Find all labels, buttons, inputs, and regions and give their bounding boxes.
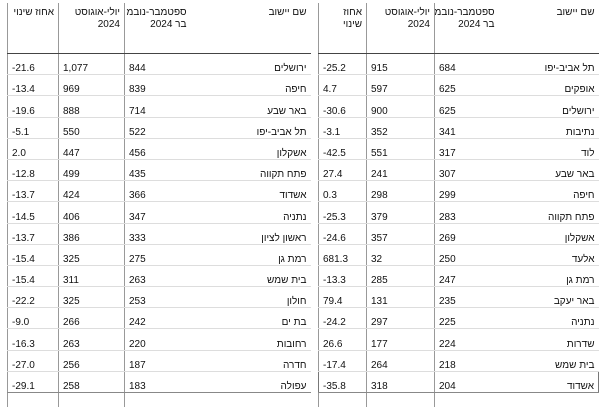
empty-cell xyxy=(499,393,599,407)
cell-jul-aug: 888 xyxy=(59,96,125,117)
cell-jul-aug: 318 xyxy=(367,371,435,392)
cell-sep-nov: 341 xyxy=(435,117,499,138)
cell-name: אשדוד xyxy=(499,371,599,392)
left-table-header-row xyxy=(8,3,311,54)
cell-name: ראשון לציון xyxy=(191,223,311,244)
cell-pct-change: -3.1 xyxy=(319,117,367,138)
cell-name: ירושלים xyxy=(191,54,311,75)
cell-jul-aug: 499 xyxy=(59,159,125,180)
table-row xyxy=(8,244,311,265)
cell-name: תל אביב-יפו xyxy=(191,117,311,138)
cell-pct-change: 79.4 xyxy=(319,287,367,308)
table-row xyxy=(8,350,311,371)
cell-name: חיפה xyxy=(191,75,311,96)
cell-jul-aug: 258 xyxy=(59,371,125,392)
cell-name: נתניה xyxy=(499,308,599,329)
cell-sep-nov: 250 xyxy=(435,244,499,265)
cell-sep-nov: 275 xyxy=(125,244,191,265)
table-row xyxy=(8,138,311,159)
cell-name: אופקים xyxy=(499,75,599,96)
table-row xyxy=(319,181,599,202)
table-row xyxy=(319,287,599,308)
cell-jul-aug: 597 xyxy=(367,75,435,96)
table-row xyxy=(319,138,599,159)
table-row xyxy=(8,75,311,96)
cell-name: באר שבע xyxy=(191,96,311,117)
cell-sep-nov: 247 xyxy=(435,265,499,286)
cell-pct-change: 27.4 xyxy=(319,159,367,180)
cell-pct-change: -13.7 xyxy=(8,181,59,202)
table-row xyxy=(8,371,311,392)
cell-sep-nov: 307 xyxy=(435,159,499,180)
cell-name: בית שמש xyxy=(499,350,599,371)
table-row xyxy=(319,96,599,117)
cell-sep-nov: 242 xyxy=(125,308,191,329)
cell-sep-nov: 347 xyxy=(125,202,191,223)
right-table-body xyxy=(319,54,599,407)
cell-pct-change: 26.6 xyxy=(319,329,367,350)
table-row xyxy=(8,265,311,286)
cell-sep-nov: 220 xyxy=(125,329,191,350)
cell-sep-nov: 187 xyxy=(125,350,191,371)
cell-jul-aug: 285 xyxy=(367,265,435,286)
cell-sep-nov: 299 xyxy=(435,181,499,202)
cell-jul-aug: 969 xyxy=(59,75,125,96)
cell-pct-change: -15.4 xyxy=(8,265,59,286)
cell-name: חדרה xyxy=(191,350,311,371)
cell-name: אשקלון xyxy=(191,138,311,159)
cell-name: פתח תקווה xyxy=(191,159,311,180)
cell-jul-aug: 297 xyxy=(367,308,435,329)
table-row xyxy=(8,54,311,75)
cell-name: נתיבות xyxy=(499,117,599,138)
cell-sep-nov: 183 xyxy=(125,371,191,392)
cell-sep-nov: 225 xyxy=(435,308,499,329)
empty-cell xyxy=(59,393,125,407)
cell-jul-aug: 131 xyxy=(367,287,435,308)
cell-sep-nov: 235 xyxy=(435,287,499,308)
cell-name: ירושלים xyxy=(499,96,599,117)
cell-sep-nov: 224 xyxy=(435,329,499,350)
cell-name: באר שבע xyxy=(499,159,599,180)
cell-pct-change: -22.2 xyxy=(8,287,59,308)
cell-pct-change: -25.3 xyxy=(319,202,367,223)
table-row xyxy=(319,75,599,96)
cell-pct-change: -24.2 xyxy=(319,308,367,329)
cell-jul-aug: 241 xyxy=(367,159,435,180)
cell-sep-nov: 625 xyxy=(435,75,499,96)
cell-pct-change: -27.0 xyxy=(8,350,59,371)
cell-pct-change: -9.0 xyxy=(8,308,59,329)
table-row xyxy=(319,202,599,223)
cell-jul-aug: 32 xyxy=(367,244,435,265)
table-row xyxy=(8,329,311,350)
cell-jul-aug: 386 xyxy=(59,223,125,244)
left-table xyxy=(7,3,311,407)
table-row xyxy=(319,350,599,371)
cell-pct-change: 2.0 xyxy=(8,138,59,159)
header-pct-change: אחוז שינוי xyxy=(8,3,59,54)
empty-cell xyxy=(367,393,435,407)
cell-sep-nov: 283 xyxy=(435,202,499,223)
cell-name: חיפה xyxy=(499,181,599,202)
cell-pct-change: 0.3 xyxy=(319,181,367,202)
cell-sep-nov: 684 xyxy=(435,54,499,75)
cell-name: רמת גן xyxy=(191,244,311,265)
cell-pct-change: 681.3 xyxy=(319,244,367,265)
header-sep-nov: ספטמבר-נובמ בר 2024 xyxy=(435,3,499,54)
cell-pct-change: -13.4 xyxy=(8,75,59,96)
header-name: שם יישוב xyxy=(191,3,311,54)
cell-name: רחובות xyxy=(191,329,311,350)
right-table xyxy=(318,3,599,407)
cell-sep-nov: 317 xyxy=(435,138,499,159)
cell-sep-nov: 263 xyxy=(125,265,191,286)
cell-pct-change: -14.5 xyxy=(8,202,59,223)
cell-jul-aug: 298 xyxy=(367,181,435,202)
cell-sep-nov: 456 xyxy=(125,138,191,159)
header-jul-aug: יולי-אוגוסט 2024 xyxy=(59,3,125,54)
table-row-empty xyxy=(319,393,599,407)
cell-name: שדרות xyxy=(499,329,599,350)
cell-name: חולון xyxy=(191,287,311,308)
cell-name: אשדוד xyxy=(191,181,311,202)
cell-name: לוד xyxy=(499,138,599,159)
table-row xyxy=(8,223,311,244)
header-sep-nov: ספטמבר-נובמ בר 2024 xyxy=(125,3,191,54)
cell-jul-aug: 424 xyxy=(59,181,125,202)
left-table-body xyxy=(8,54,311,407)
cell-jul-aug: 263 xyxy=(59,329,125,350)
cell-sep-nov: 333 xyxy=(125,223,191,244)
table-row xyxy=(8,308,311,329)
cell-jul-aug: 447 xyxy=(59,138,125,159)
cell-name: תל אביב-יפו xyxy=(499,54,599,75)
cell-sep-nov: 366 xyxy=(125,181,191,202)
cell-name: אשקלון xyxy=(499,223,599,244)
table-row xyxy=(319,117,599,138)
cell-jul-aug: 550 xyxy=(59,117,125,138)
cell-pct-change: 4.7 xyxy=(319,75,367,96)
table-row xyxy=(319,159,599,180)
right-table-header-row xyxy=(319,3,599,54)
cell-pct-change: -15.4 xyxy=(8,244,59,265)
table-row xyxy=(319,308,599,329)
empty-cell xyxy=(319,393,367,407)
header-name: שם יישוב xyxy=(499,3,599,54)
cell-jul-aug: 1,077 xyxy=(59,54,125,75)
table-row-empty xyxy=(8,393,311,407)
table-row xyxy=(319,329,599,350)
cell-pct-change: -42.5 xyxy=(319,138,367,159)
cell-sep-nov: 435 xyxy=(125,159,191,180)
cell-sep-nov: 204 xyxy=(435,371,499,392)
cell-name: רמת גן xyxy=(499,265,599,286)
cell-name: פתח תקווה xyxy=(499,202,599,223)
table-row xyxy=(8,117,311,138)
cell-pct-change: -25.2 xyxy=(319,54,367,75)
cell-jul-aug: 325 xyxy=(59,287,125,308)
cell-name: אלעד xyxy=(499,244,599,265)
empty-cell xyxy=(125,393,191,407)
cell-pct-change: -5.1 xyxy=(8,117,59,138)
cell-sep-nov: 522 xyxy=(125,117,191,138)
cell-pct-change: -13.3 xyxy=(319,265,367,286)
cell-pct-change: -29.1 xyxy=(8,371,59,392)
cell-jul-aug: 311 xyxy=(59,265,125,286)
table-row xyxy=(8,181,311,202)
table-row xyxy=(8,202,311,223)
cell-jul-aug: 915 xyxy=(367,54,435,75)
empty-cell xyxy=(191,393,311,407)
cell-jul-aug: 266 xyxy=(59,308,125,329)
table-row xyxy=(319,371,599,392)
cell-jul-aug: 379 xyxy=(367,202,435,223)
cell-jul-aug: 551 xyxy=(367,138,435,159)
cell-jul-aug: 900 xyxy=(367,96,435,117)
header-pct-change: אחוז שינוי xyxy=(319,3,367,54)
cell-pct-change: -12.8 xyxy=(8,159,59,180)
empty-cell xyxy=(8,393,59,407)
cell-name: בת ים xyxy=(191,308,311,329)
cell-pct-change: -35.8 xyxy=(319,371,367,392)
cell-sep-nov: 839 xyxy=(125,75,191,96)
table-row xyxy=(8,159,311,180)
cell-name: בית שמש xyxy=(191,265,311,286)
cell-jul-aug: 256 xyxy=(59,350,125,371)
cell-jul-aug: 264 xyxy=(367,350,435,371)
table-row xyxy=(8,96,311,117)
table-row xyxy=(319,244,599,265)
table-row xyxy=(319,265,599,286)
cell-pct-change: -17.4 xyxy=(319,350,367,371)
table-row xyxy=(8,287,311,308)
cell-pct-change: -30.6 xyxy=(319,96,367,117)
cell-name: נתניה xyxy=(191,202,311,223)
cell-sep-nov: 269 xyxy=(435,223,499,244)
header-jul-aug: יולי-אוגוסט 2024 xyxy=(367,3,435,54)
cell-jul-aug: 406 xyxy=(59,202,125,223)
cell-name: באר יעקב xyxy=(499,287,599,308)
cell-jul-aug: 177 xyxy=(367,329,435,350)
cell-sep-nov: 218 xyxy=(435,350,499,371)
cell-name: עפולה xyxy=(191,371,311,392)
cell-sep-nov: 844 xyxy=(125,54,191,75)
cell-pct-change: -13.7 xyxy=(8,223,59,244)
cell-jul-aug: 325 xyxy=(59,244,125,265)
cell-sep-nov: 253 xyxy=(125,287,191,308)
cell-pct-change: -16.3 xyxy=(8,329,59,350)
cell-sep-nov: 714 xyxy=(125,96,191,117)
empty-cell xyxy=(435,393,499,407)
table-row xyxy=(319,223,599,244)
cell-sep-nov: 625 xyxy=(435,96,499,117)
table-row xyxy=(319,54,599,75)
cell-jul-aug: 357 xyxy=(367,223,435,244)
cell-jul-aug: 352 xyxy=(367,117,435,138)
cell-pct-change: -19.6 xyxy=(8,96,59,117)
cell-pct-change: -21.6 xyxy=(8,54,59,75)
cell-pct-change: -24.6 xyxy=(319,223,367,244)
